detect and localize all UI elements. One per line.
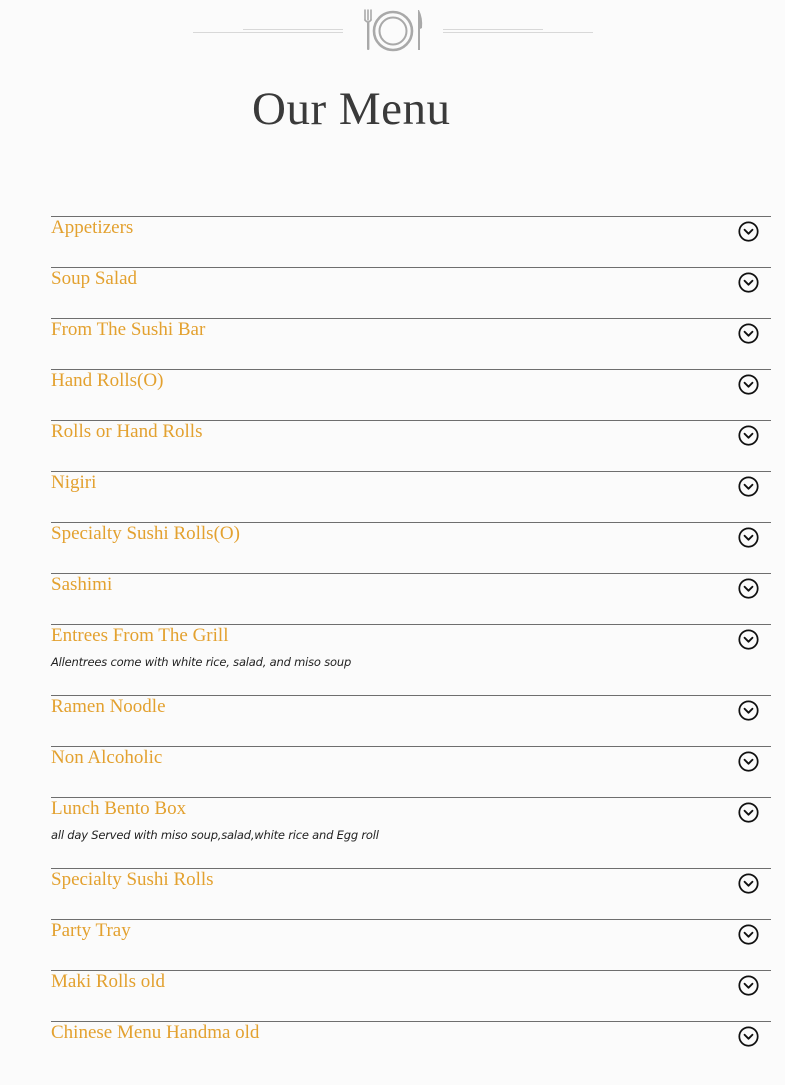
chevron-down-circle-icon[interactable] <box>738 924 759 945</box>
menu-category-sashimi[interactable] <box>51 573 771 624</box>
chevron-down-circle-icon[interactable] <box>738 751 759 772</box>
menu-category-title: Appetizers <box>51 217 134 238</box>
menu-category-nigiri[interactable] <box>51 471 771 522</box>
menu-category-title: Non Alcoholic <box>51 747 163 768</box>
menu-category-appetizers[interactable] <box>51 216 771 267</box>
menu-header <box>0 0 785 180</box>
menu-category-rolls-or-hand-rolls[interactable] <box>51 420 771 471</box>
chevron-down-circle-icon[interactable] <box>738 578 759 599</box>
menu-category-title: Specialty Sushi Rolls(O) <box>51 523 240 544</box>
menu-category-title: Hand Rolls(O) <box>51 370 164 391</box>
menu-category-title: Nigiri <box>51 472 97 493</box>
menu-category-title: Chinese Menu Handma old <box>51 1022 260 1043</box>
chevron-down-circle-icon[interactable] <box>738 1026 759 1047</box>
divider-left-inner <box>243 29 343 30</box>
menu-category-description: all day Served with miso soup,salad,white rice and Egg roll <box>51 828 379 842</box>
menu-category-specialty-sushi-rolls[interactable] <box>51 868 771 919</box>
menu-category-entrees-grill[interactable] <box>51 624 771 695</box>
menu-category-lunch-bento-box[interactable] <box>51 797 771 868</box>
chevron-down-circle-icon[interactable] <box>738 476 759 497</box>
chevron-down-circle-icon[interactable] <box>738 323 759 344</box>
chevron-down-circle-icon[interactable] <box>738 374 759 395</box>
menu-category-sushi-bar[interactable] <box>51 318 771 369</box>
menu-category-title: Sashimi <box>51 574 113 595</box>
plate-fork-knife-icon <box>362 8 424 54</box>
menu-category-title: Maki Rolls old <box>51 971 166 992</box>
chevron-down-circle-icon[interactable] <box>738 700 759 721</box>
menu-category-title: From The Sushi Bar <box>51 319 206 340</box>
menu-category-description: Allentrees come with white rice, salad, and miso soup <box>51 655 352 669</box>
menu-category-title: Rolls or Hand Rolls <box>51 421 203 442</box>
menu-category-party-tray[interactable] <box>51 919 771 970</box>
menu-category-soup-salad[interactable] <box>51 267 771 318</box>
divider-left-outer <box>193 32 343 33</box>
page-title: Our Menu <box>252 83 451 135</box>
chevron-down-circle-icon[interactable] <box>738 873 759 894</box>
menu-category-title: Party Tray <box>51 920 131 941</box>
chevron-down-circle-icon[interactable] <box>738 527 759 548</box>
menu-category-title: Specialty Sushi Rolls <box>51 869 214 890</box>
menu-category-ramen-noodle[interactable] <box>51 695 771 746</box>
menu-category-non-alcoholic[interactable] <box>51 746 771 797</box>
divider-right-inner <box>443 29 543 30</box>
chevron-down-circle-icon[interactable] <box>738 425 759 446</box>
menu-category-title: Lunch Bento Box <box>51 798 187 819</box>
menu-category-title: Entrees From The Grill <box>51 625 229 646</box>
divider-right-outer <box>443 32 593 33</box>
menu-category-title: Soup Salad <box>51 268 138 289</box>
menu-category-maki-rolls-old[interactable] <box>51 970 771 1021</box>
chevron-down-circle-icon[interactable] <box>738 221 759 242</box>
chevron-down-circle-icon[interactable] <box>738 272 759 293</box>
chevron-down-circle-icon[interactable] <box>738 975 759 996</box>
chevron-down-circle-icon[interactable] <box>738 629 759 650</box>
menu-category-title: Ramen Noodle <box>51 696 166 717</box>
menu-category-specialty-sushi-rolls-o[interactable] <box>51 522 771 573</box>
menu-category-hand-rolls-o[interactable] <box>51 369 771 420</box>
menu-category-chinese-menu-handma-old[interactable] <box>51 1021 771 1072</box>
chevron-down-circle-icon[interactable] <box>738 802 759 823</box>
menu-accordion <box>51 216 771 1072</box>
